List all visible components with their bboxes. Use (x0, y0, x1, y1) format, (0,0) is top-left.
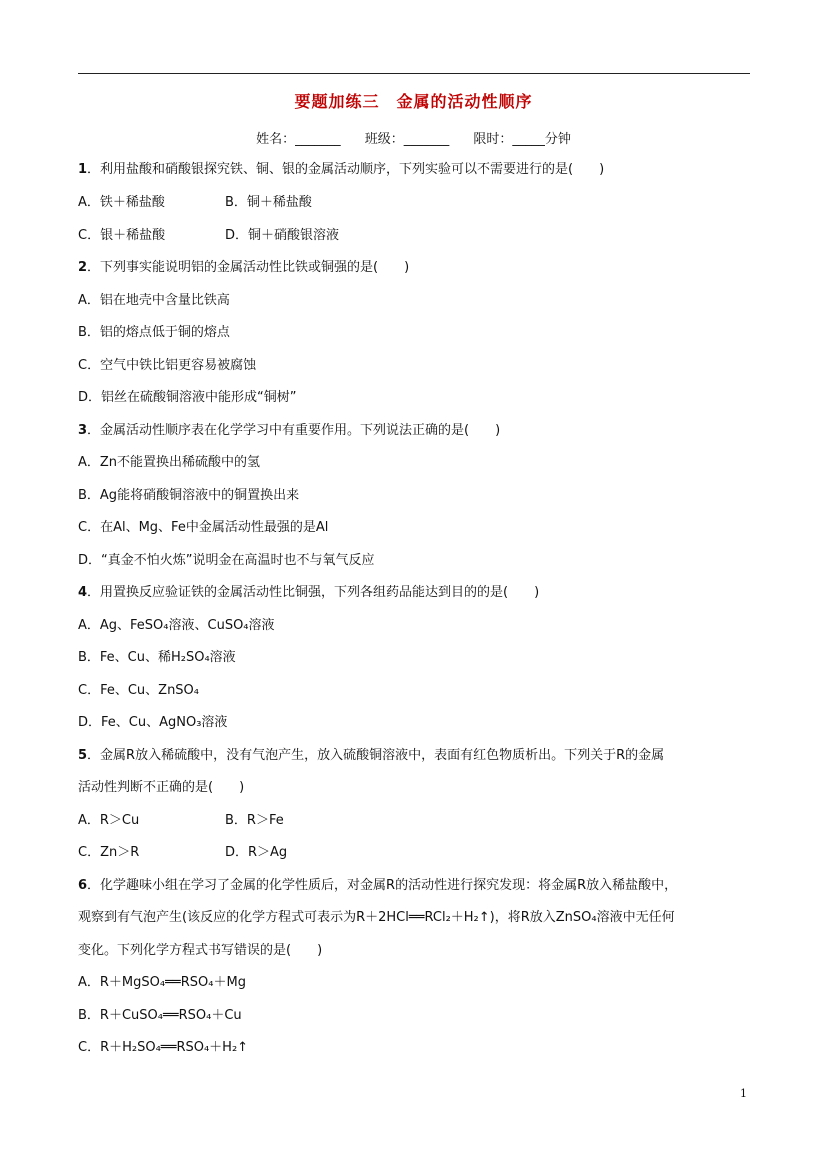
option: D．“真金不怕火炼”说明金在高温时也不与氧气反应 (78, 553, 375, 568)
option: A．Ag、FeSO₄溶液、CuSO₄溶液 (78, 618, 275, 633)
question-6-cont: 变化。下列化学方程式书写错误的是( ) (78, 943, 323, 958)
option: C．Zn＞R (78, 845, 140, 860)
option: A．R＞Cu (78, 813, 140, 828)
class-field: 班级：_______ (364, 132, 450, 147)
student-info (0, 128, 827, 147)
page-number: 1 (740, 1087, 747, 1100)
option: B．Ag能将硝酸铜溶液中的铜置换出来 (78, 488, 300, 503)
question-6-cont: 观察到有气泡产生(该反应的化学方程式可表示为R＋2HCl══RCl₂＋H₂↑)，将R放入ZnSO₄溶液中无任何 (78, 910, 675, 925)
option: C．在Al、Mg、Fe中金属活动性最强的是Al (78, 520, 329, 535)
name-field: 姓名：_______ (256, 132, 341, 147)
question-2: 2．下列事实能说明铝的金属活动性比铁或铜强的是( ) (78, 260, 410, 275)
option: D．Fe、Cu、AgNO₃溶液 (78, 715, 228, 730)
options-row (78, 193, 478, 213)
option: C．R＋H₂SO₄══RSO₄＋H₂↑ (78, 1040, 249, 1055)
options-row (78, 811, 478, 831)
options-row (78, 843, 478, 863)
option: B．Fe、Cu、稀H₂SO₄溶液 (78, 650, 236, 665)
question-5-cont: 活动性判断不正确的是( ) (78, 780, 245, 795)
option: D．铜＋硝酸银溶液 (225, 228, 340, 243)
option: C．Fe、Cu、ZnSO₄ (78, 683, 199, 698)
time-limit-field: 限时：_____分钟 (473, 132, 571, 147)
option: C．银＋稀盐酸 (78, 228, 166, 243)
options-row (78, 226, 478, 246)
header-rule (78, 73, 750, 74)
page-title: 要题加练三 金属的活动性顺序 (294, 92, 533, 111)
option: B．铝的熔点低于铜的熔点 (78, 325, 230, 340)
question-3: 3．金属活动性顺序表在化学学习中有重要作用。下列说法正确的是( ) (78, 423, 501, 438)
option: B．R＋CuSO₄══RSO₄＋Cu (78, 1008, 242, 1023)
option: A．铁＋稀盐酸 (78, 195, 165, 210)
option: D．铝丝在硫酸铜溶液中能形成“铜树” (78, 390, 297, 405)
option: B．铜＋稀盐酸 (225, 195, 312, 210)
option: B．R＞Fe (225, 813, 284, 828)
question-1: 1．利用盐酸和硝酸银探究铁、铜、银的金属活动顺序，下列实验可以不需要进行的是( ) (78, 162, 605, 177)
option: D．R＞Ag (225, 845, 288, 860)
option: A．铝在地壳中含量比铁高 (78, 293, 230, 308)
question-4: 4．用置换反应验证铁的金属活动性比铜强，下列各组药品能达到目的的是( ) (78, 585, 540, 600)
option: A．R＋MgSO₄══RSO₄＋Mg (78, 975, 246, 990)
question-5: 5．金属R放入稀硫酸中，没有气泡产生，放入硫酸铜溶液中，表面有红色物质析出。下列关于R的金属 (78, 748, 665, 763)
option: C．空气中铁比铝更容易被腐蚀 (78, 358, 257, 373)
option: A．Zn不能置换出稀硫酸中的氢 (78, 455, 261, 470)
question-6: 6．化学趣味小组在学习了金属的化学性质后，对金属R的活动性进行探究发现：将金属R放入稀盐酸中， (78, 878, 678, 893)
